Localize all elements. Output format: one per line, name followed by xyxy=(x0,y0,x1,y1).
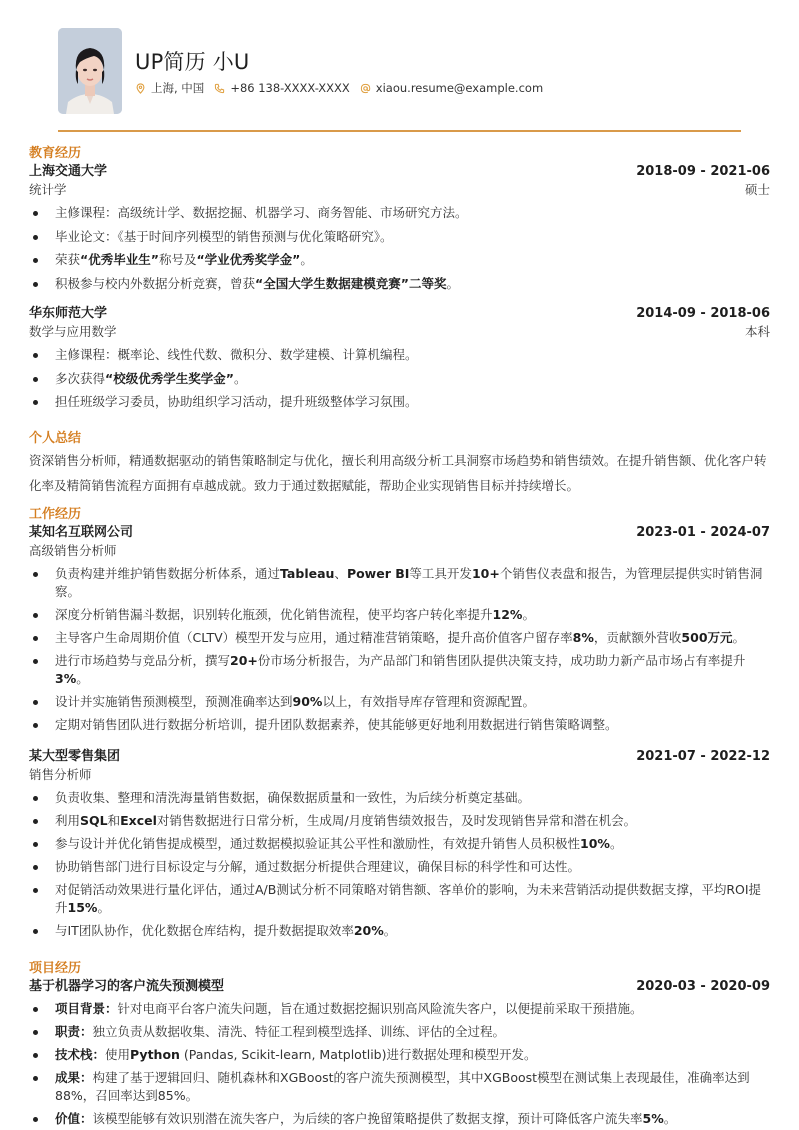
education-bullets xyxy=(29,204,770,293)
bullet-text: 主修课程：概率论、线性代数、微积分、数学建模、计算机编程。 xyxy=(55,347,418,362)
emphasis-text: 90% xyxy=(292,694,323,709)
bullet-text: 使用 xyxy=(105,1047,131,1062)
bullet-text: 和 xyxy=(107,813,121,828)
list-item xyxy=(29,652,770,688)
education-date: 2018-09 - 2021-06 xyxy=(636,164,770,179)
emphasis-text: “全国大学生数据建模竞赛”二等奖 xyxy=(255,275,447,291)
emphasis-text: 技术栈： xyxy=(55,1047,106,1062)
emphasis-text: Python xyxy=(130,1047,180,1062)
bullet-text: 与IT团队协作，优化数据仓库结构，提升数据提取效率 xyxy=(55,923,354,938)
work-entry xyxy=(29,748,770,945)
emphasis-text: 8% xyxy=(572,630,594,645)
bullet-text: 荣获 xyxy=(55,252,81,267)
emphasis-text: Excel xyxy=(120,813,157,828)
bullet-text: 对促销活动效果进行量化评估，通过A/B测试分析不同策略对销售额、客单价的影响，为未来营销活动提供数据支撑，平均ROI提升 xyxy=(55,882,762,915)
phone-icon xyxy=(214,83,225,94)
summary-section xyxy=(29,430,770,498)
bullet-text: 对销售数据进行日常分析，生成周/月度销售绩效报告，及时发现销售异常和潜在机会。 xyxy=(156,813,637,828)
email-text[interactable]: xiaou.resume@example.com xyxy=(375,81,544,95)
list-item xyxy=(29,629,770,647)
contact-location xyxy=(135,80,204,96)
list-item xyxy=(29,275,770,293)
work-date: 2021-07 - 2022-12 xyxy=(636,749,770,764)
project-name: 基于机器学习的客户流失预测模型 xyxy=(29,979,225,994)
bullet-text: 。 xyxy=(97,900,110,915)
list-item xyxy=(29,204,770,222)
bullet-text: 设计并实施销售预测模型，预测准确率达到 xyxy=(55,694,293,709)
work-entry xyxy=(29,524,770,734)
company-name: 某知名互联网公司 xyxy=(29,525,134,540)
list-item xyxy=(29,565,770,601)
emphasis-text: “优秀毕业生” xyxy=(80,252,159,267)
list-item xyxy=(29,1046,770,1064)
work-bullets xyxy=(29,789,770,940)
bullet-text: 。 xyxy=(233,370,247,386)
bullet-text: 。 xyxy=(446,275,459,291)
resume-header xyxy=(29,0,770,130)
bullet-text: 构建了基于逻辑回归、随机森林和XGBoost的客户流失预测模型，其中XGBoost模型在测试集上表现最佳，准确率达到88%，召回率达到85%。 xyxy=(55,1070,750,1103)
emphasis-text: 3% xyxy=(55,671,77,686)
contact-info xyxy=(135,80,553,96)
bullet-text: 负责构建并维护销售数据分析体系，通过 xyxy=(55,566,281,581)
emphasis-text: 20% xyxy=(353,923,384,938)
bullet-text: 协助销售部门进行目标设定与分解，通过数据分析提供合理建议，确保目标的科学性和可达性。 xyxy=(55,859,581,874)
list-item xyxy=(29,835,770,853)
summary-text: 资深销售分析师，精通数据驱动的销售策略制定与优化，擅长利用高级分析工具洞察市场趋势和销售绩效。在提升销售额、优化客户转化率及精简销售流程方面拥有卓越成就。致力于通过数据赋能，帮助企业实现销售目标并持续增长。 xyxy=(29,453,767,493)
degree: 硕士 xyxy=(744,182,770,197)
bullet-text: 。 xyxy=(76,671,89,686)
bullet-text: 。 xyxy=(609,836,623,851)
bullet-text: 多次获得 xyxy=(55,370,106,386)
education-section xyxy=(29,145,770,298)
education-date: 2014-09 - 2018-06 xyxy=(636,306,770,321)
phone-text[interactable]: +86 138-XXXX-XXXX xyxy=(230,81,350,95)
section-title-summary: 个人总结 xyxy=(29,431,82,446)
list-item xyxy=(29,346,770,364)
list-item xyxy=(29,370,770,388)
project-bullets xyxy=(29,1000,770,1128)
location-text: 上海, 中国 xyxy=(151,81,205,95)
contact-phone xyxy=(214,81,349,95)
bullet-text: 主修课程：高级统计学、数据挖掘、机器学习、商务智能、市场研究方法。 xyxy=(55,205,468,220)
job-title: 高级销售分析师 xyxy=(29,543,117,558)
bullet-text: 针对电商平台客户流失问题，旨在通过数据挖掘识别高风险流失客户，以便提前采取干预措施。 xyxy=(117,1001,643,1016)
school-name: 华东师范大学 xyxy=(29,306,108,321)
bullet-text: 。 xyxy=(663,1111,677,1126)
emphasis-text: SQL xyxy=(80,813,108,828)
major: 数学与应用数学 xyxy=(29,324,117,339)
bullet-text: 。 xyxy=(522,607,535,622)
emphasis-text: 成果： xyxy=(55,1070,93,1085)
bullet-text: 积极参与校内外数据分析竞赛，曾获 xyxy=(55,275,256,291)
list-item xyxy=(29,228,770,246)
project-date: 2020-03 - 2020-09 xyxy=(636,979,770,994)
list-item xyxy=(29,693,770,711)
bullet-text: 定期对销售团队进行数据分析培训，提升团队数据素养，使其能够更好地利用数据进行销售策略调整。 xyxy=(55,717,618,732)
bullet-text: 。 xyxy=(383,923,397,938)
emphasis-text: 10+ xyxy=(471,566,500,581)
list-item xyxy=(29,1000,770,1018)
work-section xyxy=(29,506,770,739)
bullet-text: 主导客户生命周期价值（CLTV）模型开发与应用，通过精准营销策略，提升高价值客户留存率 xyxy=(55,630,573,645)
header-divider xyxy=(58,130,741,132)
bullet-text: 进行市场趋势与竞品分析，撰写 xyxy=(55,653,231,668)
job-title: 销售分析师 xyxy=(29,767,92,782)
bullet-text: 等工具开发 xyxy=(409,566,472,581)
emphasis-text: Tableau xyxy=(280,566,335,581)
candidate-name: UP简历 小U xyxy=(135,50,250,74)
bullet-text: 该模型能够有效识别潜在流失客户，为后续的客户挽留策略提供了数据支撑，预计可降低客户流失率 xyxy=(92,1111,643,1126)
list-item xyxy=(29,1023,770,1041)
bullet-text: 份市场分析报告，为产品部门和销售团队提供决策支持，成功助力新产品市场占有率提升 xyxy=(257,653,746,668)
section-title-education: 教育经历 xyxy=(29,146,82,161)
bullet-text: 。 xyxy=(300,252,313,267)
emphasis-text: 职责： xyxy=(55,1024,93,1039)
bullet-text: 利用 xyxy=(55,813,81,828)
portrait-photo-icon xyxy=(58,28,122,114)
bullet-text: 担任班级学习委员，协助组织学习活动，提升班级整体学习氛围。 xyxy=(55,394,418,409)
list-item xyxy=(29,393,770,411)
list-item xyxy=(29,1110,770,1128)
bullet-text: 、 xyxy=(334,566,347,581)
list-item xyxy=(29,789,770,807)
bullet-text: 深度分析销售漏斗数据，识别转化瓶颈，优化销售流程，使平均客户转化率提升 xyxy=(55,607,493,622)
major: 统计学 xyxy=(29,182,67,197)
emphasis-text: 12% xyxy=(492,607,523,622)
emphasis-text: 500万元 xyxy=(681,630,733,645)
company-name: 某大型零售集团 xyxy=(29,749,121,764)
emphasis-text: 项目背景： xyxy=(55,1001,118,1016)
bullet-text: 独立负责从数据收集、清洗、特征工程到模型选择、训练、评估的全过程。 xyxy=(92,1024,506,1039)
bullet-text: ，贡献额外营收 xyxy=(593,630,682,645)
list-item xyxy=(29,606,770,624)
degree: 本科 xyxy=(744,324,770,339)
location-pin-icon xyxy=(135,83,146,94)
list-item xyxy=(29,716,770,734)
school-name: 上海交通大学 xyxy=(29,164,108,179)
list-item xyxy=(29,251,770,269)
contact-email xyxy=(360,81,543,95)
section-title-work: 工作经历 xyxy=(29,507,82,522)
list-item xyxy=(29,881,770,917)
emphasis-text: 20+ xyxy=(230,653,258,668)
work-date: 2023-01 - 2024-07 xyxy=(636,525,770,540)
emphasis-text: Power BI xyxy=(346,566,410,581)
list-item xyxy=(29,858,770,876)
emphasis-text: 价值： xyxy=(55,1111,93,1126)
list-item xyxy=(29,922,770,940)
education-bullets xyxy=(29,346,770,411)
work-bullets xyxy=(29,565,770,734)
at-sign-icon xyxy=(360,83,371,94)
bullet-text: 称号及 xyxy=(158,252,197,267)
section-title-projects: 项目经历 xyxy=(29,961,82,976)
bullet-text: 。 xyxy=(732,630,746,645)
project-entry xyxy=(29,978,770,1128)
projects-section xyxy=(29,960,770,1130)
bullet-text: (Pandas, Scikit-learn, Matplotlib)进行数据处理和模型开发。 xyxy=(179,1047,537,1062)
list-item xyxy=(29,1069,770,1105)
bullet-text: 个销售仪表盘和报告，为管理层提供实时销售洞察。 xyxy=(55,566,763,599)
emphasis-text: “校级优秀学生奖学金” xyxy=(105,370,234,386)
avatar xyxy=(58,28,122,114)
emphasis-text: 15% xyxy=(67,900,98,915)
emphasis-text: “学业优秀奖学金” xyxy=(196,252,301,267)
bullet-text: 毕业论文：《基于时间序列模型的销售预测与优化策略研究》。 xyxy=(55,228,393,244)
emphasis-text: 5% xyxy=(642,1111,664,1126)
bullet-text: 负责收集、整理和清洗海量销售数据，确保数据质量和一致性，为后续分析奠定基础。 xyxy=(55,790,531,805)
list-item xyxy=(29,812,770,830)
education-entry xyxy=(29,163,770,293)
emphasis-text: 10% xyxy=(580,836,610,851)
bullet-text: 参与设计并优化销售提成模型，通过数据模拟验证其公平性和激励性，有效提升销售人员积极性 xyxy=(55,836,581,851)
bullet-text: 以上，有效指导库存管理和资源配置。 xyxy=(322,694,535,709)
education-entry xyxy=(29,305,770,417)
